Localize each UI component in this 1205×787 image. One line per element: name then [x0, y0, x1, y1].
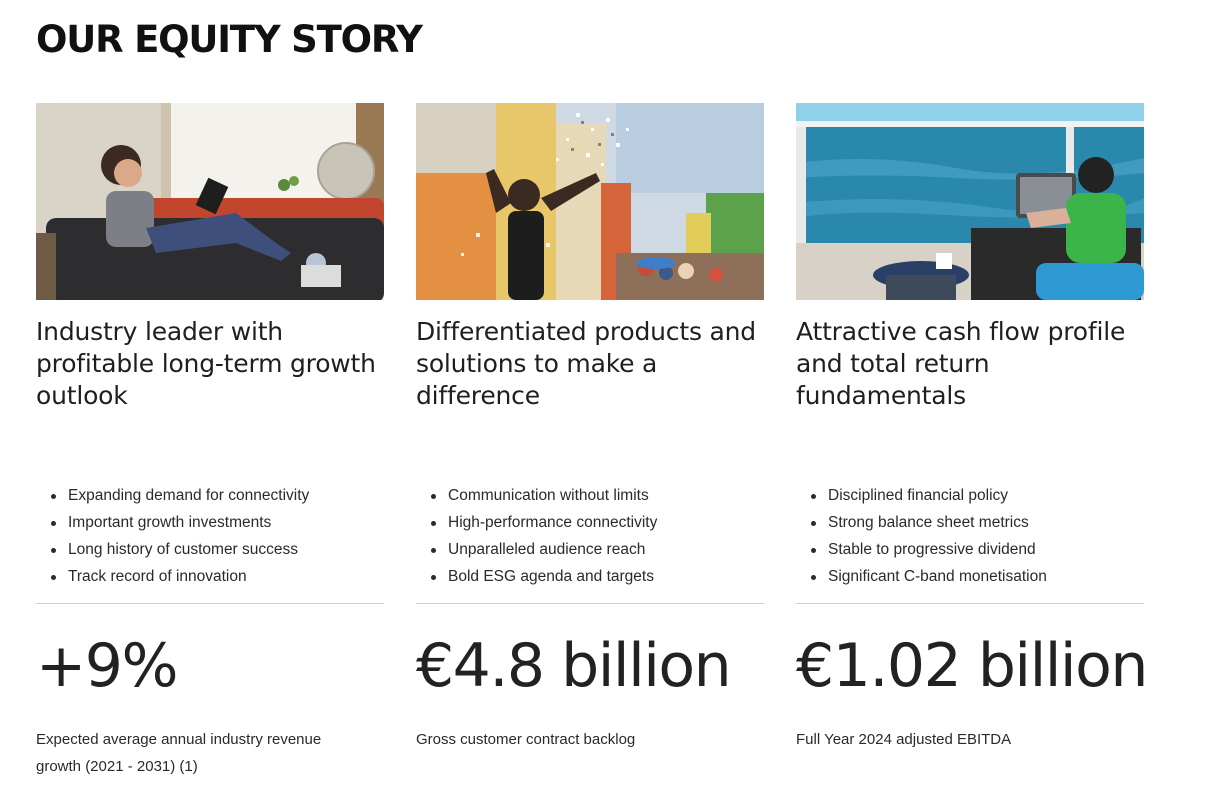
photo-woman-reading-tablet [36, 103, 384, 300]
stat-caption: Gross customer contract backlog [416, 731, 636, 748]
photo-man-celebrating-confetti [416, 103, 764, 300]
card-heading: Differentiated products and solutions to make a difference [416, 317, 756, 410]
stat-value: €4.8 billion [416, 631, 731, 701]
bullet-list [416, 482, 764, 592]
divider [416, 603, 764, 604]
stat-caption: Full Year 2024 adjusted EBITDA [796, 731, 1012, 748]
card-heading: Industry leader with profitable long-term growth outlook [36, 317, 376, 410]
divider [36, 603, 384, 604]
bullet-item: Bold ESG agenda and targets [416, 563, 764, 590]
photo-woman-laptop-balcony [796, 103, 1144, 300]
equity-card-products [416, 103, 764, 780]
bullet-item: Communication without limits [416, 482, 764, 509]
equity-story-columns [36, 103, 1147, 780]
bullet-item: High-performance connectivity [416, 509, 764, 536]
card-heading: Attractive cash flow profile and total return fundamentals [796, 317, 1126, 410]
equity-card-cash-flow [796, 103, 1147, 780]
bullet-item: Stable to progressive dividend [796, 536, 1144, 563]
stat-value: +9% [36, 631, 177, 701]
bullet-item: Disciplined financial policy [796, 482, 1144, 509]
bullet-list [796, 482, 1144, 592]
page-title: OUR EQUITY STORY [36, 18, 422, 61]
bullet-item: Long history of customer success [36, 536, 384, 563]
bullet-list [36, 482, 384, 592]
bullet-item: Track record of innovation [36, 563, 384, 590]
bullet-item: Expanding demand for connectivity [36, 482, 384, 509]
bullet-item: Unparalleled audience reach [416, 536, 764, 563]
stat-caption: Expected average annual industry revenue growth (2021 - 2031) (1) [36, 731, 322, 775]
divider [796, 603, 1144, 604]
bullet-item: Strong balance sheet metrics [796, 509, 1144, 536]
equity-card-growth [36, 103, 384, 780]
stat-value: €1.02 billion [796, 631, 1147, 701]
bullet-item: Significant C-band monetisation [796, 563, 1144, 590]
bullet-item: Important growth investments [36, 509, 384, 536]
